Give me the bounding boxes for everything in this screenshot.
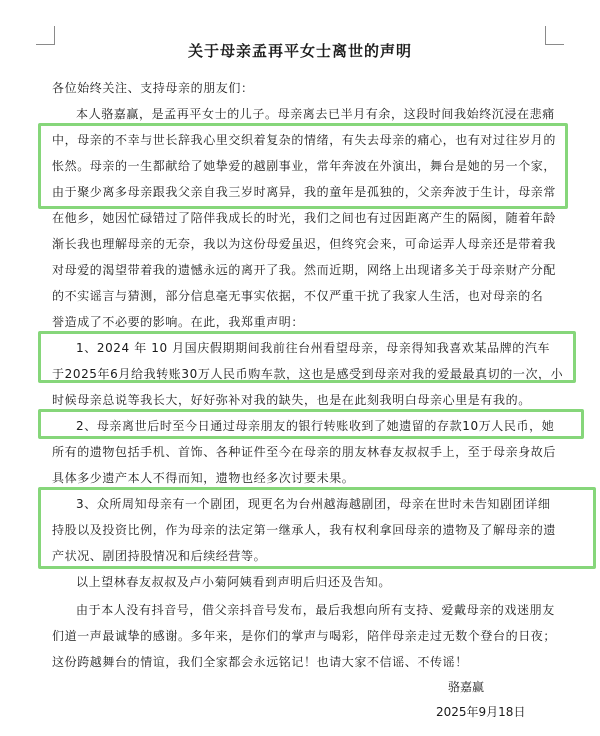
paragraph-line: 中，母亲的不幸与世长辞我心里交织着复杂的情绪，有失去母亲的痛心，也有对过往岁月的 xyxy=(52,133,557,147)
statement-item-3-line: 持股以及投资比例，作为母亲的法定第一继承人，我有权利拿回母亲的遗物及了解母亲的遗 xyxy=(52,523,557,537)
signature-date: 2025年9月18日 xyxy=(436,705,526,719)
statement-item-3-line: 产状况、剧团持股情况和后续经营等。 xyxy=(52,549,267,563)
statement-item-1-line: 于2025年6月给我转账30万人民币购车款，这也是感受到母亲对我的爱最最真切的一次，小 xyxy=(52,367,564,381)
salutation: 各位始终关注、支持母亲的朋友们： xyxy=(52,81,254,95)
statement-item-1: 1、2024 年 10 月国庆假期期间我前往台州看望母亲，母亲得知我喜欢某品牌的汽车 xyxy=(76,341,551,355)
closing-line: 由于本人没有抖音号，借父亲抖音号发布，最后我想向所有支持、爱戴母亲的戏迷朋友 xyxy=(76,603,555,617)
statement-item-1-line: 时候母亲总说等我长大，好好弥补对我的缺失，也是在此刻我明白母亲心里是有我的。 xyxy=(52,393,531,407)
document-title: 关于母亲孟再平女士离世的声明 xyxy=(187,42,412,60)
closing-line: 这份跨越舞台的情谊，我们全家都会永远铭记！也请大家不信谣、不传谣！ xyxy=(52,655,468,669)
paragraph-line: 的不实谣言与猜测，部分信息毫无事实依据，不仅严重干扰了我家人生活，也对母亲的名 xyxy=(52,289,544,303)
statement-item-2: 2、母亲离世后时至今日通过母亲朋友的银行转账收到了她遗留的存款10万人民币，她 xyxy=(76,419,555,433)
paragraph-line: 在他乡，她因忙碌错过了陪伴我成长的时光，我们之间也有过因距离产生的隔阂，随着年龄 xyxy=(52,211,557,225)
paragraph-line: 本人骆嘉赢，是孟再平女士的儿子。母亲离去已半月有余，这段时间我始终沉浸在悲痛 xyxy=(76,107,555,121)
paragraph-line: 渐长我也理解母亲的无奈，我以为这份母爱虽迟，但终究会来，可命运弄人母亲还是带着我 xyxy=(52,237,557,251)
closing-line: 们道一声最诚挚的感谢。多年来，是你们的掌声与喝彩，陪伴母亲走过无数个登台的日夜； xyxy=(52,629,557,643)
signature-name: 骆嘉赢 xyxy=(448,680,485,694)
statement-item-2-line: 具体多少遗产本人不得而知，遗物也经多次讨要未果。 xyxy=(52,471,355,485)
request-line: 以上望林春友叔叔及卢小菊阿姨看到声明后归还及告知。 xyxy=(76,575,392,589)
paragraph-line: 由于聚少离多母亲跟我父亲自我三岁时离异，我的童年是孤独的，父亲奔波于生计，母亲常 xyxy=(52,185,557,199)
paragraph-line: 誉造成了不必要的影响。在此，我郑重声明： xyxy=(52,315,305,329)
paragraph-line: 对母爱的渴望带着我的遗憾永远的离开了我。然而近期，网络上出现诸多关于母亲财产分配 xyxy=(52,263,557,277)
statement-item-3: 3、众所周知母亲有一个剧团，现更名为台州越海越剧团，母亲在世时未告知剧团详细 xyxy=(76,497,551,511)
statement-item-2-line: 所有的遗物包括手机、首饰、各种证件至今在母亲的朋友林春友叔叔手上，至于母亲身故后 xyxy=(52,445,557,459)
paragraph-line: 怅然。母亲的一生都献给了她挚爱的越剧事业，常年奔波在外演出，舞台是她的另一个家， xyxy=(52,159,557,173)
